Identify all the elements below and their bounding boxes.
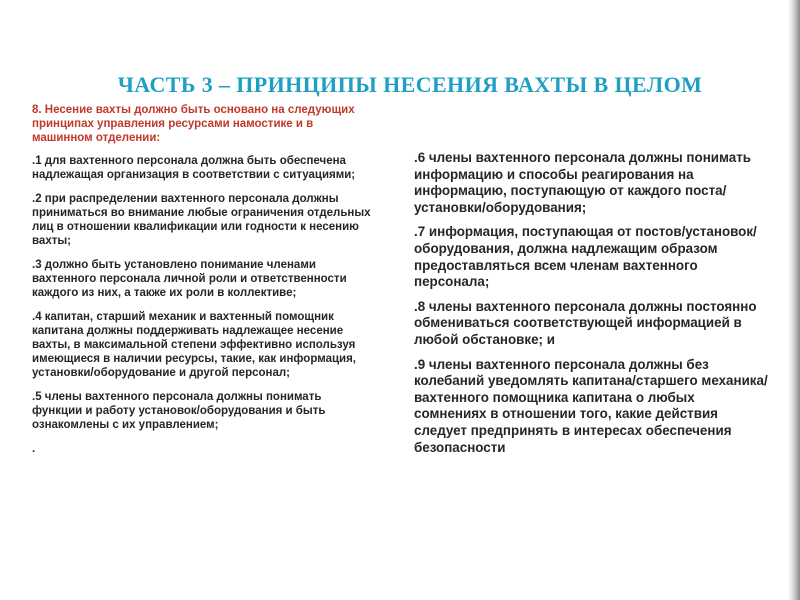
left-item: .3 должно быть установлено понимание членами вахтенного персонала личной роли и ответственности каждого из них, а также их роли в коллективе; [32,259,347,299]
left-item-trailing-dot: . [32,443,36,455]
right-item: .7 информация, поступающая от постов/установок/оборудования, должна надлежащим образом предоставляться всем членам вахтенного персонала; [414,224,757,290]
right-column [414,150,770,464]
left-item: .2 при распределении вахтенного персонала должны приниматься во внимание любые ограничения отдельных лиц в отношении квалификации или годности к несению вахты; [32,193,371,247]
intro-paragraph [32,103,372,145]
left-column [32,103,372,466]
left-item: .5 члены вахтенного персонала должны понимать функции и работу установок/оборудования и быть ознакомлены с их управлением; [32,391,326,431]
intro-text: . Несение вахты должно быть основано на следующих принципах управления ресурсами намостике и в машинном отделении: [32,104,355,144]
intro-number: 8 [32,104,39,116]
slide-edge-shadow [788,0,800,600]
left-item: .4 капитан, старший механик и вахтенный помощник капитана должны поддерживать надлежащее несение вахты, в максимальной степени эффективно используя имеющиеся в наличии ресурсы, такие, как информация, установки/оборудование и другой персонал; [32,311,357,379]
left-item: .1 для вахтенного персонала должна быть обеспечена надлежащая организация в соответствии с ситуациями; [32,155,356,181]
right-item: .6 члены вахтенного персонала должны понимать информацию и способы реагирования на информацию, поступающую от каждого поста/установки/оборудования; [414,150,751,215]
right-item: .9 члены вахтенного персонала должны без колебаний уведомлять капитана/старшего механика/вахтенного помощника капитана о любых сомнениях в отношении того, какие действия следует предпринять в интересах обеспечения безопасности [414,356,768,455]
slide-title: ЧАСТЬ 3 – ПРИНЦИПЫ НЕСЕНИЯ ВАХТЫ В ЦЕЛОМ [117,72,703,97]
right-item: .8 члены вахтенного персонала должны постоянно обмениваться соответствующей информацией в любой обстановке; и [414,298,757,347]
